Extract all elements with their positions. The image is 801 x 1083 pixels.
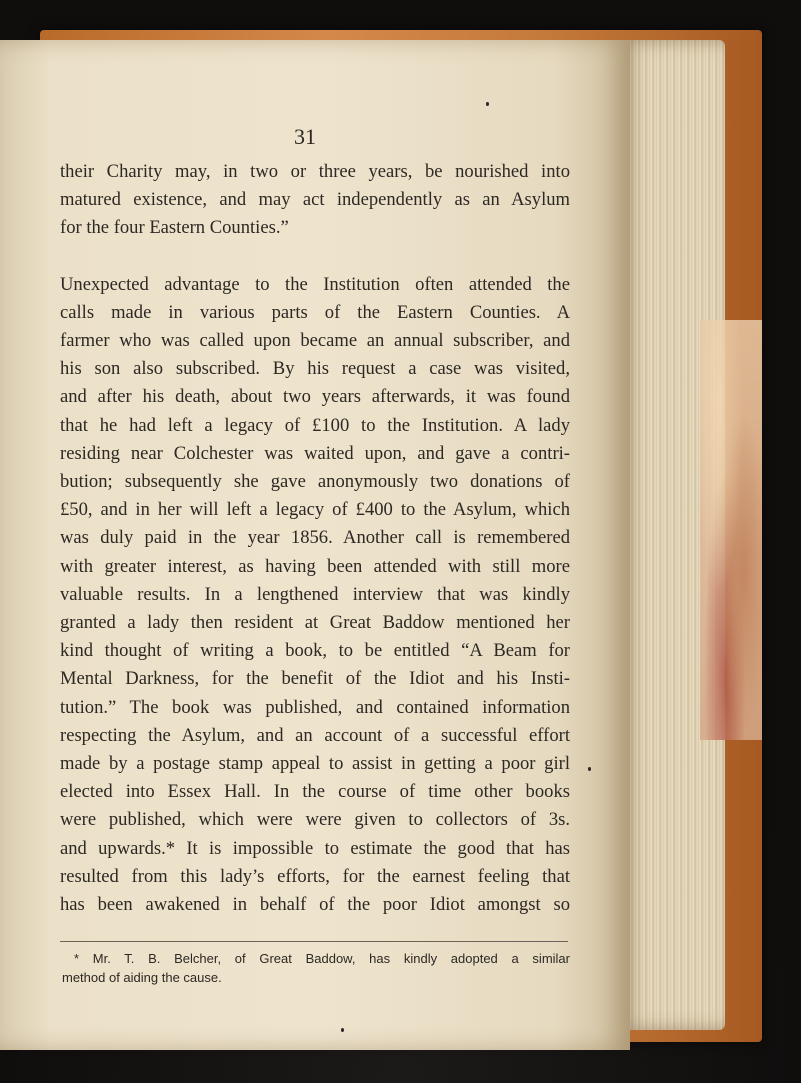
text-line: residing near Colchester was waited upon, and gave a contri- (60, 442, 570, 464)
text-line: matured existence, and may act independently as an Asylum (60, 189, 570, 211)
footnote-line: method of aiding the cause. (62, 970, 222, 985)
text-line: tution.” The book was published, and contained information (60, 696, 570, 718)
paragraph-gap (60, 243, 570, 271)
text-line: Mental Darkness, for the benefit of the Idiot and his Insti- (60, 668, 570, 690)
text-line: valuable results. In a lengthened interview that was kindly (60, 583, 570, 605)
text-line: with greater interest, as having been attended with still more (60, 555, 570, 577)
footnote-rule (60, 941, 568, 942)
text-line: kind thought of writing a book, to be entitled “A Beam for (60, 640, 570, 662)
marbled-endpaper (700, 320, 762, 740)
text-line: has been awakened in behalf of the poor Idiot amongst so (60, 894, 570, 916)
text-line: made by a postage stamp appeal to assist in getting a poor girl (60, 753, 570, 775)
footnote-line: * Mr. T. B. Belcher, of Great Baddow, has kindly adopted a similar (74, 951, 570, 966)
speck (588, 767, 591, 771)
text-line: calls made in various parts of the Eastern Counties. A (60, 301, 570, 323)
speck (341, 1028, 344, 1032)
text-line: and after his death, about two years afterwards, it was found (60, 386, 570, 408)
text-line: elected into Essex Hall. In the course of time other books (60, 781, 570, 803)
footnote (62, 949, 570, 987)
text-line: farmer who was called upon became an annual subscriber, and (60, 330, 570, 352)
text-line: that he had left a legacy of £100 to the Institution. A lady (60, 414, 570, 436)
page-number: 31 (294, 124, 316, 149)
text-line: his son also subscribed. By his request a case was visited, (60, 358, 570, 380)
page-body (60, 158, 570, 919)
text-line: bution; subsequently she gave anonymously two donations of (60, 471, 570, 493)
text-line: resulted from this lady’s efforts, for the earnest feeling that (60, 865, 570, 887)
book-page (0, 40, 630, 1050)
text-line: £50, and in her will left a legacy of £400 to the Asylum, which (60, 499, 570, 521)
text-line: respecting the Asylum, and an account of a successful effort (60, 724, 570, 746)
text-line: were published, which were were given to collectors of 3s. (60, 809, 570, 831)
text-line: and upwards.* It is impossible to estimate the good that has (60, 837, 570, 859)
speck (486, 102, 489, 106)
text-line: Unexpected advantage to the Institution often attended the (60, 273, 570, 295)
text-line: granted a lady then resident at Great Baddow mentioned her (60, 612, 570, 634)
text-line: their Charity may, in two or three years, be nourished into (60, 161, 570, 182)
text-line: was duly paid in the year 1856. Another call is remembered (60, 527, 570, 549)
text-line: for the four Eastern Counties.” (60, 217, 289, 239)
